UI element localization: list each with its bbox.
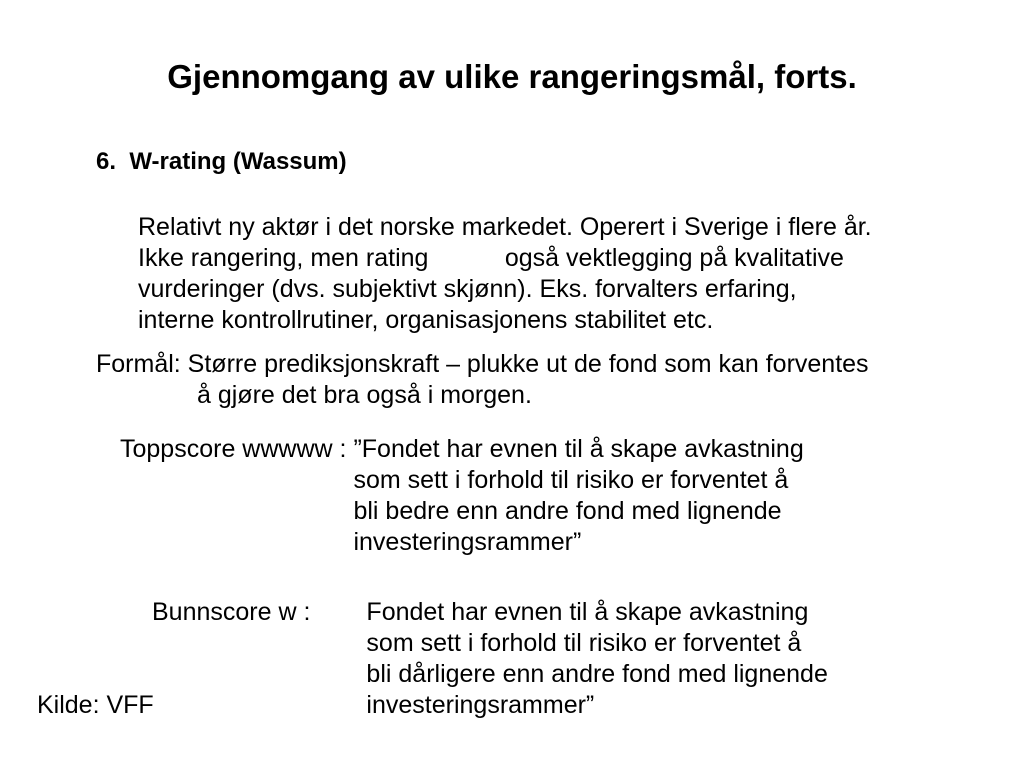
- paragraph-line: interne kontrollrutiner, organisasjonens stabilitet etc.: [138, 306, 714, 334]
- topscore-quote: [353, 434, 803, 558]
- source-note: Kilde: VFF: [37, 691, 154, 719]
- purpose-line: Formål: Større prediksjonskraft – plukke ut de fond som kan forventes: [96, 350, 869, 378]
- bottomscore-label: Bunnscore w :: [152, 598, 311, 626]
- topscore-block: [120, 434, 804, 558]
- paragraph-line: Ikke rangering, men rating også vektlegging på kvalitative: [138, 244, 844, 272]
- paragraph-line: vurderinger (dvs. subjektivt skjønn). Eks. forvalters erfaring,: [138, 275, 797, 303]
- paragraph-line: Relativt ny aktør i det norske markedet. Operert i Sverige i flere år.: [138, 213, 872, 241]
- intro-paragraph: [138, 212, 872, 336]
- quote-line: ”Fondet har evnen til å skape avkastning: [353, 435, 804, 463]
- topscore-label: Toppscore wwwww :: [120, 435, 347, 463]
- slide-title: Gjennomgang av ulike rangeringsmål, forts.: [167, 58, 857, 95]
- quote-line: som sett i forhold til risiko er forventet å: [353, 466, 789, 494]
- quote-line: som sett i forhold til risiko er forventet å: [366, 629, 802, 657]
- quote-line: bli dårligere enn andre fond med lignende: [366, 660, 828, 688]
- quote-line: Fondet har evnen til å skape avkastning: [366, 598, 809, 626]
- bottomscore-quote: [366, 597, 827, 721]
- bottomscore-block: [152, 597, 828, 721]
- quote-line: bli bedre enn andre fond med lignende: [353, 497, 782, 525]
- section-heading: 6. W-rating (Wassum): [96, 148, 347, 175]
- quote-line: investeringsrammer”: [353, 528, 582, 556]
- purpose-line: å gjøre det bra også i morgen.: [197, 381, 532, 409]
- purpose-paragraph: [96, 349, 869, 411]
- quote-line: investeringsrammer”: [366, 691, 595, 719]
